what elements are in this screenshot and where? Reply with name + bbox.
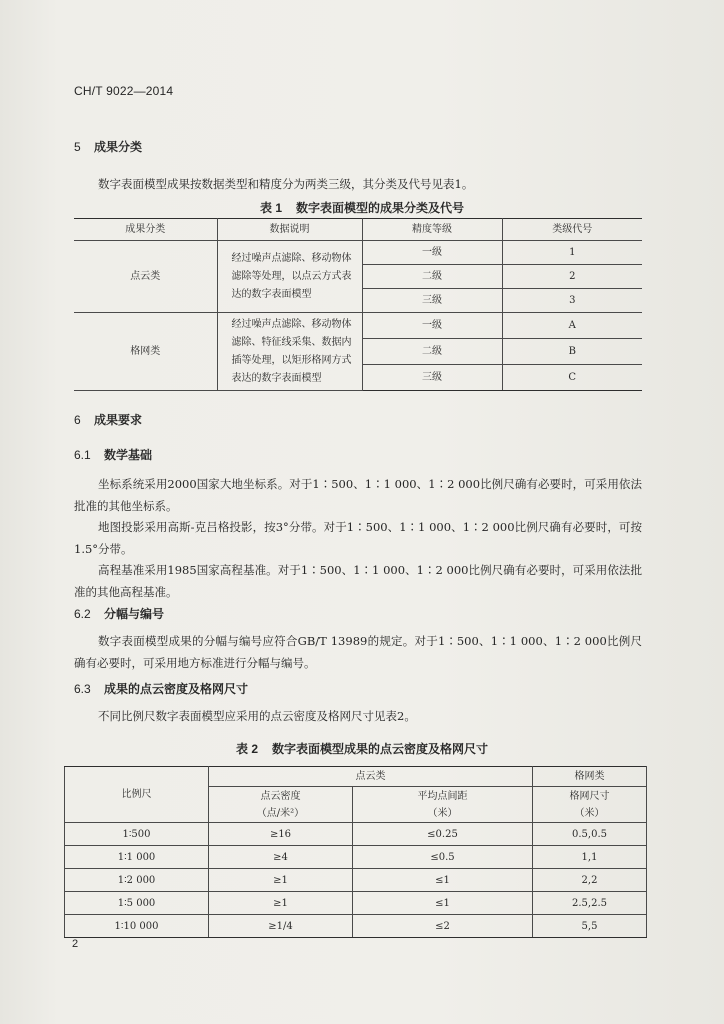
table-2-scale-cell: 1∶10 000 <box>65 915 209 938</box>
section-5-heading <box>74 138 142 155</box>
table-1-grade-cell: 一级 <box>362 241 502 265</box>
table-1-grade-cell: 二级 <box>362 265 502 289</box>
section-6-heading <box>74 411 142 428</box>
table-1-grade-cell: 一级 <box>362 313 502 339</box>
section-6-3-title: 成果的点云密度及格网尺寸 <box>104 682 249 696</box>
table-2-scale-cell: 1∶1 000 <box>65 846 209 869</box>
table-2-density-cell: ≥4 <box>209 846 353 869</box>
table-2-header-scale: 比例尺 <box>65 767 209 823</box>
table-row <box>74 241 642 265</box>
table-2-spacing-label: 平均点间距 <box>417 790 468 802</box>
table-row <box>65 846 647 869</box>
table-1-header-row <box>74 219 642 241</box>
table-2-density-label: 点云密度 <box>260 790 301 802</box>
table-1-grade-cell: 二级 <box>362 339 502 365</box>
table-1-code-cell: 3 <box>502 289 642 313</box>
table-2-caption-label: 表 2 <box>235 742 258 756</box>
table-2-spacing-cell: ≤0.5 <box>353 846 533 869</box>
table-1-header-description: 数据说明 <box>217 219 362 241</box>
table-2-density-cell: ≥1 <box>209 869 353 892</box>
table-2-subheader-density <box>209 787 353 823</box>
section-6-1-heading <box>74 446 152 463</box>
section-6-1-paragraph-coordinate: 坐标系统采用2000国家大地坐标系。对于1∶500、1∶1 000、1∶2 000比例尺确有必要时，可采用依法批准的其他坐标系。 <box>74 477 642 513</box>
section-6-2-paragraph: 数字表面模型成果的分幅与编号应符合GB/T 13989的规定。对于1∶500、1∶1 000、1∶2 000比例尺确有必要时，可采用地方标准进行分幅与编号。 <box>74 634 642 670</box>
section-6-2-number: 6.2 <box>74 607 91 621</box>
table-2-grid-size-label: 格网尺寸 <box>569 790 610 802</box>
section-5-title: 成果分类 <box>94 140 143 154</box>
table-2-spacing-unit: （米） <box>427 807 458 819</box>
table-row <box>65 869 647 892</box>
table-2-caption-title: 数字表面模型成果的点云密度及格网尺寸 <box>272 742 489 756</box>
page-number: 2 <box>72 938 79 950</box>
section-6-3-paragraph: 不同比例尺数字表面模型应采用的点云密度及格网尺寸见表2。 <box>98 709 416 723</box>
table-2-density-cell: ≥1 <box>209 892 353 915</box>
table-2-header-point-cloud: 点云类 <box>209 767 533 787</box>
table-2-density-unit: （点/米²） <box>256 807 305 819</box>
table-1-grade-cell: 三级 <box>362 365 502 391</box>
section-5-paragraph: 数字表面模型成果按数据类型和精度分为两类三级，其分类及代号见表1。 <box>98 177 474 191</box>
table-row <box>65 915 647 938</box>
table-2-grid-cell: 2.5,2.5 <box>533 892 647 915</box>
table-2-grid-size-unit: （米） <box>574 807 605 819</box>
table-2-grid-cell: 5,5 <box>533 915 647 938</box>
section-6-3-heading <box>74 680 248 697</box>
table-1-category-grid: 格网类 <box>74 313 217 391</box>
section-6-number: 6 <box>74 413 81 427</box>
table-2-scale-cell: 1∶5 000 <box>65 892 209 915</box>
table-1-category-point-cloud: 点云类 <box>74 241 217 313</box>
table-1-caption-label: 表 1 <box>259 201 282 215</box>
table-2-spacing-cell: ≤2 <box>353 915 533 938</box>
table-2-spacing-cell: ≤1 <box>353 892 533 915</box>
table-1-caption-title: 数字表面模型的成果分类及代号 <box>296 201 465 215</box>
section-6-1-paragraph-projection: 地图投影采用高斯-克吕格投影，按3°分带。对于1∶500、1∶1 000、1∶2 000比例尺确有必要时，可按1.5°分带。 <box>74 520 642 556</box>
table-1-header-grade: 精度等级 <box>362 219 502 241</box>
table-2-caption <box>0 740 724 757</box>
table-2-spacing-cell: ≤1 <box>353 869 533 892</box>
section-6-2-heading <box>74 605 164 622</box>
table-1-code-cell: B <box>502 339 642 365</box>
table-1-grade-cell: 三级 <box>362 289 502 313</box>
table-1 <box>74 218 642 391</box>
table-2-density-cell: ≥16 <box>209 823 353 846</box>
section-6-1-paragraph-elevation: 高程基准采用1985国家高程基准。对于1∶500、1∶1 000、1∶2 000比例尺确有必要时，可采用依法批准的其他高程基准。 <box>74 563 642 599</box>
table-2-subheader-grid-size <box>533 787 647 823</box>
table-2-header-grid: 格网类 <box>533 767 647 787</box>
table-row <box>74 313 642 339</box>
table-1-description-point-cloud: 经过噪声点滤除、移动物体滤除等处理，以点云方式表达的数字表面模型 <box>217 241 362 313</box>
section-5-number: 5 <box>74 140 81 154</box>
table-2-header-row <box>65 767 647 787</box>
table-2-grid-cell: 1,1 <box>533 846 647 869</box>
section-6-title: 成果要求 <box>94 413 143 427</box>
table-2-scale-cell: 1∶500 <box>65 823 209 846</box>
table-1-header-code: 类级代号 <box>502 219 642 241</box>
table-2-density-cell: ≥1/4 <box>209 915 353 938</box>
table-1-code-cell: 2 <box>502 265 642 289</box>
table-1-caption <box>0 199 724 216</box>
table-2 <box>64 766 647 938</box>
table-2-scale-cell: 1∶2 000 <box>65 869 209 892</box>
table-2-grid-cell: 0.5,0.5 <box>533 823 647 846</box>
section-6-1-number: 6.1 <box>74 448 91 462</box>
section-6-2-title: 分幅与编号 <box>104 607 165 621</box>
table-1-code-cell: A <box>502 313 642 339</box>
table-row <box>65 823 647 846</box>
table-2-spacing-cell: ≤0.25 <box>353 823 533 846</box>
table-2-grid-cell: 2,2 <box>533 869 647 892</box>
table-1-description-grid: 经过噪声点滤除、移动物体滤除、特征线采集、数据内插等处理，以矩形格网方式表达的数字表面模型 <box>217 313 362 391</box>
section-6-1-title: 数学基础 <box>104 448 153 462</box>
table-1-code-cell: 1 <box>502 241 642 265</box>
table-1-code-cell: C <box>502 365 642 391</box>
table-1-header-category: 成果分类 <box>74 219 217 241</box>
standard-code-header: CH/T 9022—2014 <box>74 84 174 98</box>
section-6-3-number: 6.3 <box>74 682 91 696</box>
table-2-subheader-spacing <box>353 787 533 823</box>
table-row <box>65 892 647 915</box>
